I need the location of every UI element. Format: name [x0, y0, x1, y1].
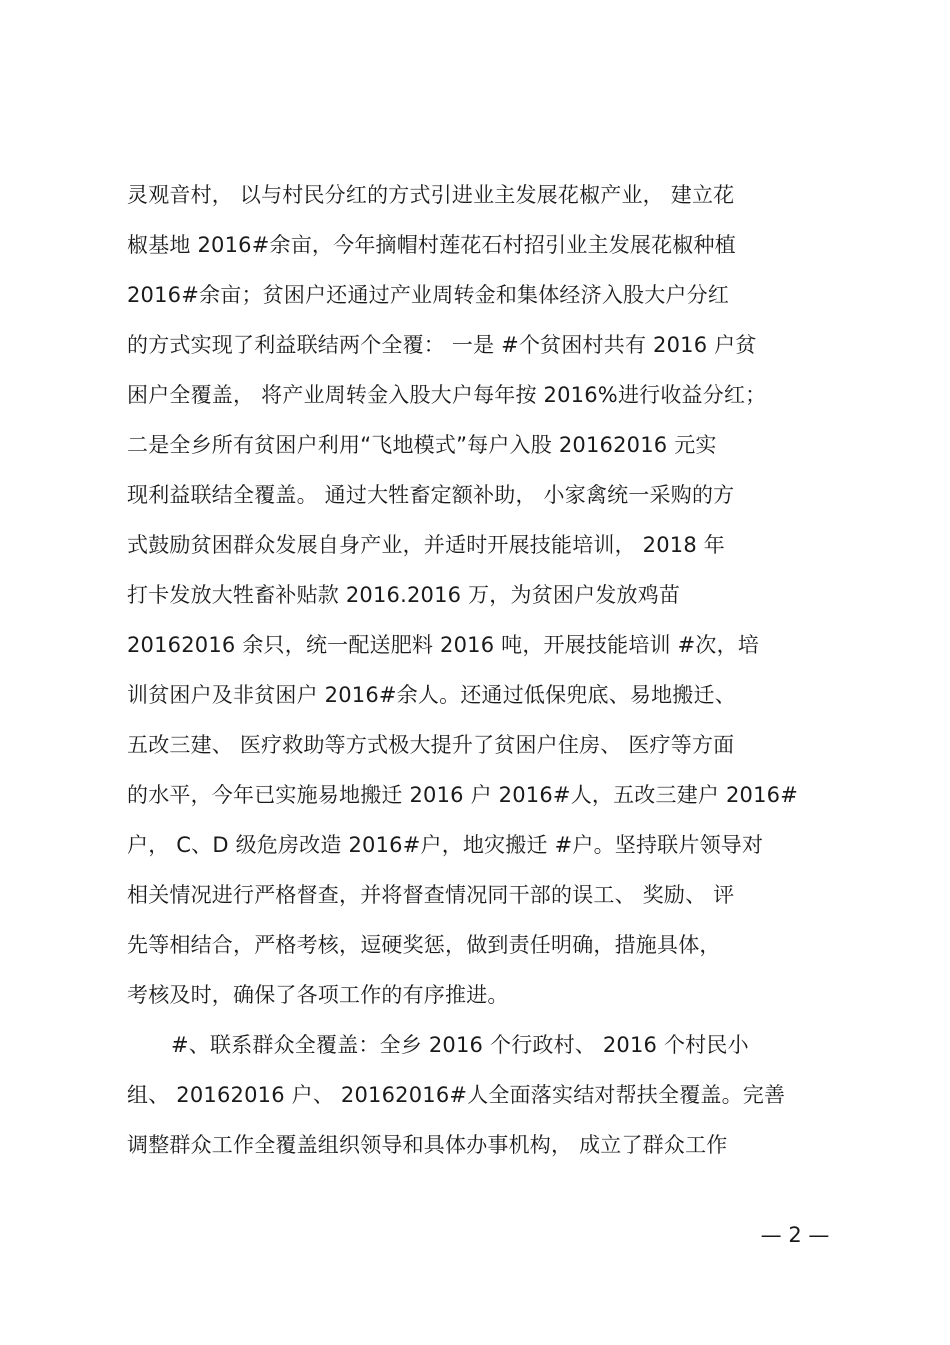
text-line: 先等相结合，严格考核，逗硬奖惩，做到责任明确，措施具体， — [127, 933, 721, 957]
text-line: 式鼓励贫困群众发展自身产业，并适时开展技能培训， 2018 年 — [127, 533, 725, 557]
text-line: 20162016 余只，统一配送肥料 2016 吨，开展技能培训 #次，培 — [127, 633, 760, 657]
text-line: 考核及时，确保了各项工作的有序推进。 — [127, 983, 509, 1007]
text-line: 椒基地 2016#余亩，今年摘帽村莲花石村招引业主发展花椒种植 — [127, 233, 736, 257]
text-line: 的水平，今年已实施易地搬迁 2016 户 2016#人，五改三建户 2016# — [127, 783, 799, 807]
paragraph-poverty-alleviation — [127, 170, 847, 1020]
text-line: 组、 20162016 户、 20162016#人全面落实结对帮扶全覆盖。完善 — [127, 1083, 786, 1107]
text-line: 二是全乡所有贫困户利用“飞地模式”每户入股 20162016 元实 — [127, 433, 717, 457]
text-line: 2016#余亩；贫困户还通过产业周转金和集体经济入股大户分红 — [127, 283, 730, 307]
page-number: — 2 — — [760, 1223, 830, 1247]
text-line: 训贫困户及非贫困户 2016#余人。还通过低保兜底、易地搬迁、 — [127, 683, 736, 707]
text-line: #、联系群众全覆盖：全乡 2016 个行政村、 2016 个村民小 — [171, 1033, 749, 1057]
text-line: 调整群众工作全覆盖组织领导和具体办事机构， 成立了群众工作 — [127, 1133, 728, 1157]
text-line: 现利益联结全覆盖。 通过大牲畜定额补助， 小家禽统一采购的方 — [127, 483, 735, 507]
text-line: 相关情况进行严格督查，并将督查情况同干部的误工、 奖励、 评 — [127, 883, 735, 907]
text-line: 打卡发放大牲畜补贴款 2016.2016 万，为贫困户发放鸡苗 — [127, 583, 681, 607]
paragraph-contact-masses — [127, 1020, 847, 1170]
text-line: 灵观音村， 以与村民分红的方式引进业主发展花椒产业， 建立花 — [127, 183, 735, 207]
text-line: 困户全覆盖， 将产业周转金入股大户每年按 2016%进行收益分红； — [127, 383, 767, 407]
text-line: 户， C、D 级危房改造 2016#户，地灾搬迁 #户。坚持联片领导对 — [127, 833, 764, 857]
text-line: 的方式实现了利益联结两个全覆： 一是 #个贫困村共有 2016 户贫 — [127, 333, 757, 357]
text-line: 五改三建、 医疗救助等方式极大提升了贫困户住房、 医疗等方面 — [127, 733, 735, 757]
document-body — [127, 170, 847, 1170]
